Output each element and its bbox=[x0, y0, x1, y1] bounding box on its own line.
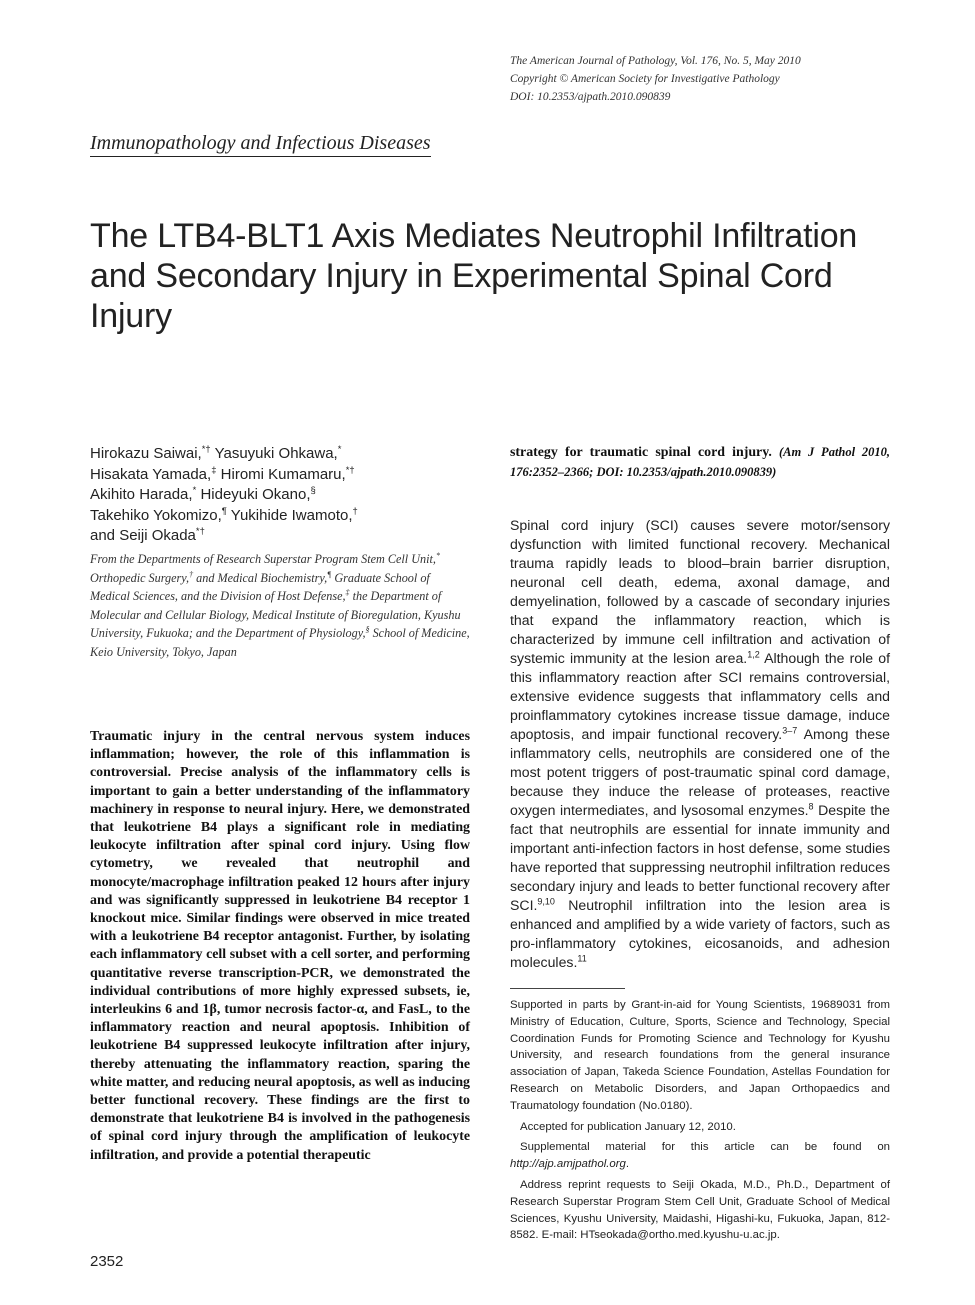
affiliation-text: Graduate School of Medical Sciences, and the Division of Host Defense, bbox=[90, 570, 430, 603]
author-name: Hirokazu Saiwai, bbox=[90, 445, 202, 462]
author-name: and Seiji Okada bbox=[90, 527, 196, 544]
page-number: 2352 bbox=[90, 1253, 124, 1270]
introduction-paragraph bbox=[510, 516, 890, 972]
author-affiliation-mark: † bbox=[352, 505, 358, 517]
accepted-note: Accepted for publication January 12, 2010. bbox=[520, 1120, 736, 1133]
affiliation-mark: ‡ bbox=[345, 587, 350, 597]
affiliation-text: From the Departments of Research Superstar Program Stem Cell Unit, bbox=[90, 552, 436, 566]
author-affiliation-mark: * bbox=[337, 444, 342, 455]
author-name: Takehiko Yokomizo, bbox=[90, 506, 222, 524]
affiliation-mark: * bbox=[435, 550, 440, 560]
section-heading: Immunopathology and Infectious Diseases bbox=[90, 132, 431, 157]
supplemental-link[interactable]: http://ajp.amjpathol.org bbox=[510, 1158, 626, 1171]
author-list bbox=[90, 444, 480, 547]
author-name: Akihito Harada, bbox=[90, 486, 193, 503]
author-affiliation-mark: *† bbox=[195, 526, 205, 537]
author-affiliation-mark: *† bbox=[201, 444, 211, 455]
intro-sentence: Although the role of this inflammatory reaction after SCI remains controversial, extensive evidence suggests that inflammatory cells and proinflammatory cytokines increase tissue damage, induce apoptosis, and impair functional recovery. bbox=[510, 650, 890, 742]
affiliation-mark: † bbox=[189, 569, 194, 579]
author-affiliation-mark: ¶ bbox=[221, 505, 227, 517]
article-title: The LTB4-BLT1 Axis Mediates Neutrophil Infiltration and Secondary Injury in Experimental Spinal Cord Injury bbox=[90, 217, 858, 335]
author-name: Hisakata Yamada, bbox=[90, 465, 212, 483]
reference-citation[interactable]: 11 bbox=[577, 953, 587, 964]
author-affiliation-mark: * bbox=[192, 485, 197, 496]
intro-sentence: Among these inflammatory cells, neutrophils are considered one of the most potent triggers of post-traumatic spinal cord damage, because they induce the release of proteases, reactive oxygen intermediates, and lysosomal enzymes. bbox=[510, 726, 890, 818]
abstract-body: Traumatic injury in the central nervous system induces inflammation; however, the role of this inflammation is controversial. Precise analysis of the inflammatory cells is important to gain a better understanding of the inflammatory machinery in response to neural injury. Here, we demonstrated that leukotriene B4 plays a significant role in mediating leukocyte infiltration after spinal cord injury. Using flow cytometry, we revealed that neutrophil and monocyte/macrophage infiltration peaked 12 hours after injury and was significantly suppressed in leukotriene B4 receptor 1 knockout mice. Similar findings were observed in mice treated with a leukotriene B4 receptor antagonist. Further, by isolating each inflammatory cell subset with a cell sorter, and performing quantitative reverse transcription-PCR, we demonstrated the individual contributions of more highly expressed subsets, ie, interleukins 6 and 1β, tumor necrosis factor-α, and FasL, to the inflammatory reaction and neural apoptosis. Inhibition of leukotriene B4 suppressed leukocyte infiltration after injury, thereby attenuating the inflammatory reaction, sparing the white matter, and reducing neural apoptosis, as well as inducing better functional recovery. These findings are the first to demonstrate that leukotriene B4 is involved in the pathogenesis of spinal cord injury through the amplification of leukocyte infiltration, and provide a potential therapeutic bbox=[90, 729, 470, 1163]
journal-header bbox=[510, 52, 910, 106]
author-affiliation-mark: *† bbox=[345, 464, 355, 476]
intro-sentence: Neutrophil infiltration into the lesion area is enhanced and amplified by a wide variety of factors, such as pro-inflammatory cytokines, eicosanoids, and adhesion molecules. bbox=[510, 897, 890, 970]
footnotes bbox=[510, 997, 890, 1248]
reference-citation[interactable]: 8 bbox=[808, 801, 814, 812]
affiliation-text: and Medical Biochemistry, bbox=[193, 570, 328, 585]
author-affiliation-mark: ‡ bbox=[211, 464, 217, 476]
affiliation-text: the Department of Molecular and Cellular Biology, Medical Institute of Bioregulation, Kyushu University, Fukuoka; and the Department of Physiology, bbox=[90, 589, 461, 640]
author-name: Yukihide Iwamoto, bbox=[230, 506, 353, 524]
funding-note: Supported in parts by Grant-in-aid for Young Scientists, 19689031 from Ministry of Education, Culture, Sports, Science and Technology, Special Coordination Funds for Promoting Science and Technology for Kyushu University, and research foundations from the general insurance association of Japan, Takeda Science Foundation, Astellas Foundation for Research on Metabolic Disorders, and Japan Orthopaedics and Traumatology foundation (No.0180). bbox=[510, 999, 890, 1112]
article-citation: (Am J Pathol 2010, 176:2352–2366; DOI: 10.2353/ajpath.2010.090839) bbox=[510, 445, 890, 479]
reprint-note: Address reprint requests to Seiji Okada, M.D., Ph.D., Department of Research Superstar Program Stem Cell Unit, Graduate School of Medical Sciences, Kyushu University, Maidashi, Higashi-ku, Fukuoka, Japan, 812-8582. E-mail: HTseokada@ortho.med.kyushu-u.ac.jp. bbox=[510, 1178, 890, 1242]
abstract-continuation bbox=[510, 443, 890, 482]
intro-sentence: Despite the fact that neutrophils are essential for innate immunity and important anti-infection factors in host defense, some studies have reported that suppressing neutrophil infiltration reduces secondary injury and leads to better functional recovery after SCI. bbox=[510, 802, 890, 913]
author-affiliation-mark: § bbox=[310, 485, 316, 496]
copyright-line: Copyright © American Society for Investigative Pathology bbox=[510, 73, 780, 85]
reference-citation[interactable]: 9,10 bbox=[537, 896, 555, 907]
affiliation-text: Orthopedic Surgery, bbox=[90, 570, 190, 585]
reference-citation[interactable]: 3–7 bbox=[782, 725, 798, 736]
reference-citation[interactable]: 1,2 bbox=[747, 649, 760, 660]
abstract-continuation-text: strategy for traumatic spinal cord injury. bbox=[510, 445, 772, 460]
intro-sentence: Spinal cord injury (SCI) causes severe motor/sensory dysfunction with limited functional recovery. Mechanical trauma rapidly leads to blood–brain barrier disruption, neuronal cell death, edema, axonal damage, and demyelination, followed by a cascade of secondary injuries that expand the inflammatory reaction, which is characterized by immune cell infiltration and activation of systemic immunity at the lesion area. bbox=[510, 517, 890, 666]
author-name: Yasuyuki Ohkawa, bbox=[214, 445, 338, 462]
author-name: Hideyuki Okano, bbox=[200, 486, 311, 503]
supplemental-note: Supplemental material for this article can be found on http://ajp.amjpathol.org. bbox=[510, 1141, 890, 1171]
affiliation-mark: ¶ bbox=[327, 569, 332, 579]
affiliations bbox=[90, 550, 470, 661]
affiliation-text: School of Medicine, Keio University, Tokyo, Japan bbox=[90, 626, 470, 659]
footnote-divider bbox=[510, 988, 625, 989]
journal-citation-line: The American Journal of Pathology, Vol. 176, No. 5, May 2010 bbox=[510, 55, 801, 67]
doi-line: DOI: 10.2353/ajpath.2010.090839 bbox=[510, 91, 671, 103]
affiliation-mark: § bbox=[365, 624, 370, 634]
author-name: Hiromi Kumamaru, bbox=[220, 465, 346, 483]
